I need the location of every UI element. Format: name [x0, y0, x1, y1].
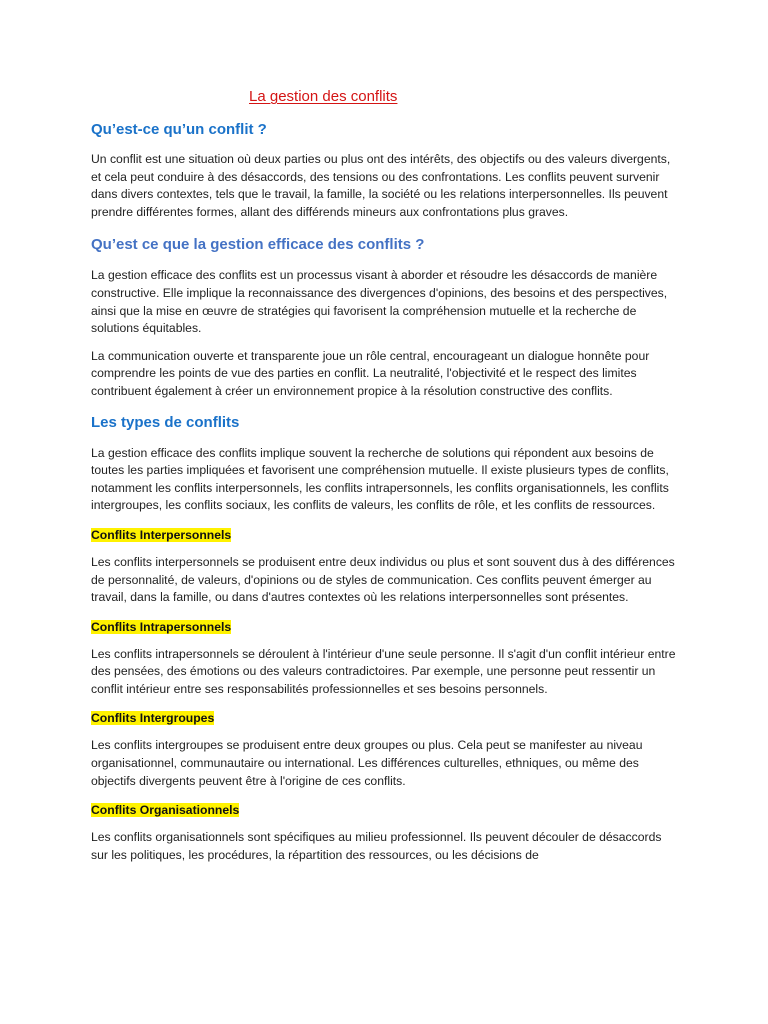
highlighted-heading: Conflits Intergroupes [91, 711, 215, 726]
highlighted-heading: Conflits Interpersonnels [91, 527, 232, 542]
subsection-paragraph: Les conflits intrapersonnels se déroulent à l'intérieur d'une seule personne. Il s'agit d'un conflit intérieur entre des pensées, des émotions ou des valeurs contradictoires. Par exemple, une personne peut ressentir un conflit intérieur entre ses responsabilités professionnelles et ses besoins personnels. [91, 646, 676, 696]
subsection-paragraph: Les conflits organisationnels sont spécifiques au milieu professionnel. Ils peuvent découler de désaccords sur les politiques, les procédures, la répartition des ressources, ou les décisions de [91, 830, 662, 862]
section-heading-management: Qu’est ce que la gestion efficace des conflits ? [91, 236, 425, 254]
document-title: La gestion des conflits [249, 88, 398, 105]
subsection-heading-organisationnels [91, 802, 681, 819]
subsection-paragraph: Les conflits intergroupes se produisent entre deux groupes ou plus. Cela peut se manifester au niveau organisationnel, communautaire ou international. Les différences culturelles, ethniques, ou même des objectifs divergents peuvent être à l'origine de ces conflits. [91, 738, 643, 788]
highlighted-heading: Conflits Organisationnels [91, 803, 240, 818]
section-paragraph: La gestion efficace des conflits est un processus visant à aborder et résoudre les désaccords de manière constructive. Elle implique la reconnaissance des divergences d'opinions, des besoins et des perspectives, ainsi que la mise en œuvre de stratégies qui favorisent la compréhension mutuelle et la recherche de solutions équitables. [91, 268, 668, 336]
subsection-heading-intrapersonnels [91, 619, 681, 636]
section-heading-definition: Qu’est-ce qu’un conflit ? [91, 121, 267, 138]
section-paragraph: La communication ouverte et transparente joue un rôle central, encourageant un dialogue honnête pour comprendre les points de vue des parties en conflit. La neutralité, l'objectivité et le respect des limites contribuent également à créer un environnement propice à la résolution constructive des conflits. [91, 348, 650, 398]
highlighted-heading: Conflits Intrapersonnels [91, 619, 232, 634]
subsection-paragraph: Les conflits interpersonnels se produisent entre deux individus ou plus et sont souvent dus à des différences de personnalité, de valeurs, d'opinions ou de styles de communication. Ces conflits peuvent émerger au travail, dans la famille, ou dans d'autres contextes où les relations interpersonnelles sont présentes. [91, 554, 675, 605]
section-paragraph: Un conflit est une situation où deux parties ou plus ont des intérêts, des objectifs ou des valeurs divergents, et cela peut conduire à des désaccords, des tensions ou des confrontations. Les conflits peuvent survenir dans divers contextes, tels que le travail, la famille, la société ou les relations interpersonnelles. Ils peuvent prendre différentes formes, allant des différends mineurs aux confrontations plus graves. [91, 152, 671, 219]
subsection-heading-interpersonnels [91, 527, 681, 544]
section-heading-types: Les types de conflits [91, 413, 240, 431]
subsection-heading-intergroupes [91, 710, 681, 727]
document-body [91, 86, 681, 874]
section-paragraph: La gestion efficace des conflits implique souvent la recherche de solutions qui répondent aux besoins de toutes les parties impliquées et favorisent une compréhension mutuelle. Il existe plusieurs types de conflits, notamment les conflits interpersonnels, les conflits intrapersonnels, les conflits organisationnels, les conflits intergroupes, les conflits sociaux, les conflits de valeurs, les conflits de rôle, et les conflits de ressources. [91, 445, 669, 513]
